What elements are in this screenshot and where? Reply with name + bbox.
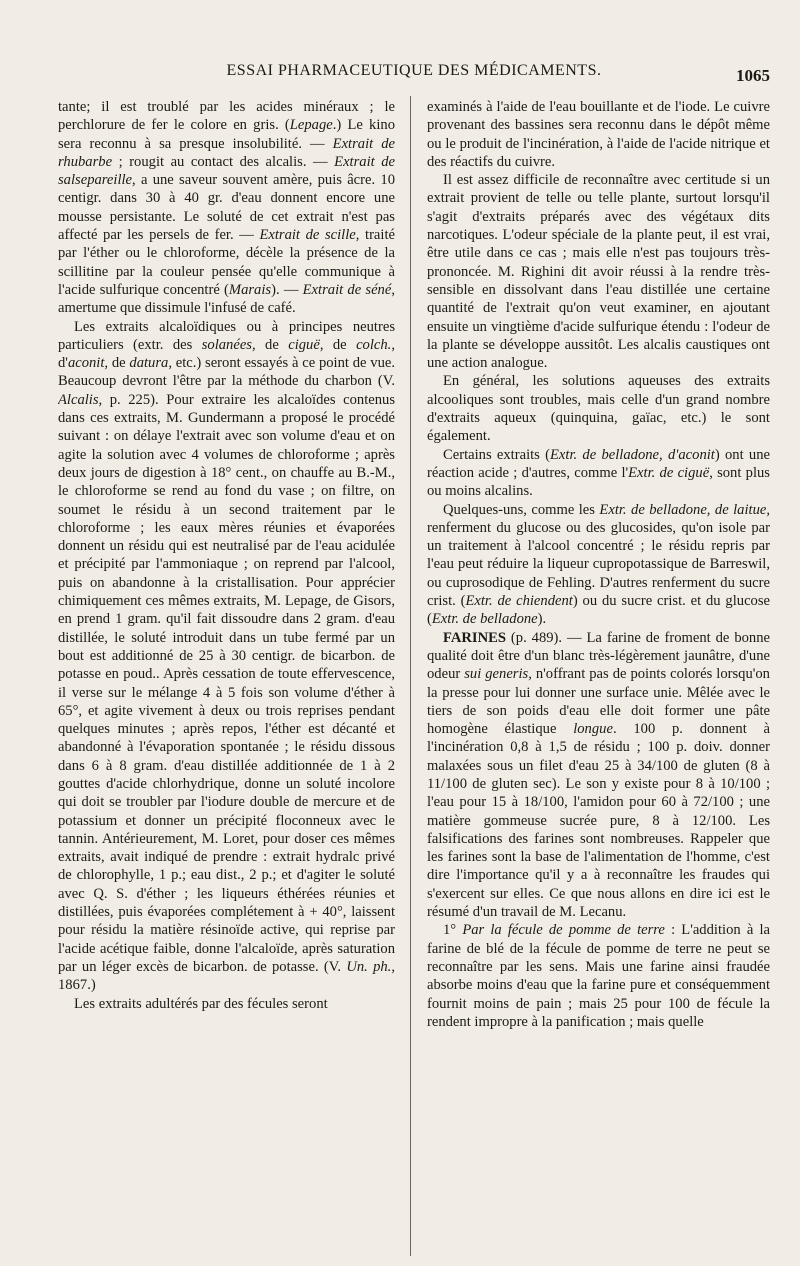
right-column — [427, 98, 770, 1258]
paragraph: Les extraits adultérés par des fécules seront — [74, 995, 328, 1012]
paragraph: Les extraits alcaloïdiques ou à principes neutres particuliers (extr. des solanées, de ciguë, de colch., d'aconit, de datura, etc.) seront essayés à ce point de vue. Beaucoup devront l'être par la méthode du charbon (V. Alcalis, p. 225). Pour extraire les alcaloïdes contenus dans ces extraits, M. Gundermann a proposé le procédé suivant : on délaye l'extrait avec son volume d'eau et on agite la solution avec 4 volumes de chloroforme ; après deux jours de digestion à 18° cent., on chauffe au B.-M., le chloroforme se rend au fond du vase ; on filtre, on soumet le résidu à un second traitement par le chloroforme ; les eaux mères réunies et évaporées donnent un résidu qui est neutralisé par de l'eau acidulée et précipité par l'ammoniaque ; on reprend par l'alcool, puis on abandonne à la cristallisation. Pour apprécier chimiquement ces mêmes extraits, M. Lepage, de Gisors, en prend 1 gram. qu'il fait dissoudre dans 2 gram. d'eau distillée, le soluté introduit dans un tube fermé par un bout est additionné de 25 à 30 centigr. de bicarbon. de potasse en poud.. Après cessation de toute effervescence, il verse sur le mélange 4 à 5 fois son volume d'éther à 65°, et agite vivement à deux ou trois reprises pendant quelques minutes ; après repos, l'éther est décanté et abandonné à l'évaporation spontanée ; le résidu dissous dans 6 à 8 gram. d'eau distillée additionnée de 1 à 2 gouttes d'acide chlorhydrique, donne un soluté incolore qui doit se troubler par l'iodure double de mercure et de potassium et donner un précipité floconneux avec le tannin. Antérieurement, M. Loret, pour doser ces mêmes extraits, avait indiqué de prendre : extrait hydralc privé de chlorophylle, 1 p.; eau dist., 2 p.; et d'agiter le soluté avec Q. S. d'éther ; les liqueurs éthérées réunies et distillées, puis évaporées complétement à + 40°, laissent pour résidu la matière résinoïde active, qui reprise par l'acide acétique faible, donne l'alcaloïde, après saturation par un léger excès de bicarbon. de potasse. (V. Un. ph., 1867.) — [58, 318, 395, 994]
section-farines: FARINES (p. 489). — La farine de froment de bonne qualité doit être d'un blanc très-légèrement jaunâtre, d'une odeur sui generis, n'offrant pas de points colorés lorsqu'on la presse pour lui donner une surface unie. Mêlée avec le tiers de son poids d'eau elle doit former une pâte homogène élastique longue. 100 p. donnent à l'incinération 0,8 à 1,5 de résidu ; 100 p. doiv. donner malaxées sous un filet d'eau 25 à 34/100 de gluten (8 à 11/100 de gluten sec). Le son y existe pour 8 à 10/100 ; l'eau pour 15 à 18/100, l'amidon pour 60 à 72/100 ; une matière gommeuse sucrée pure, 8 à 12/100. Les falsifications des farines sont nombreuses. Rappeler que les farines sont la base de l'alimentation de l'homme, c'est dire l'importance qu'il y a à reconnaître les fraudes qui s'exercent sur elles. Ce que nous allons en dire ici est le résumé d'un travail de M. Lecanu. — [427, 629, 770, 921]
running-title: ESSAI PHARMACEUTIQUE DES MÉDICAMENTS. — [226, 62, 602, 79]
paragraph: Quelques-uns, comme les Extr. de belladone, de laitue, renferment du glucose ou des glucosides, qu'on isole par un traitement à l'alcool concentré ; le résidu repris par l'eau peut réduire la liqueur cupropotassique de Barreswil, ou cuprosodique de Fehling. D'autres renferment du sucre crist. (Extr. de chiendent) ou du sucre crist. et du glucose (Extr. de belladone). — [427, 501, 770, 628]
paragraph: examinés à l'aide de l'eau bouillante et de l'iode. Le cuivre provenant des bassines sera reconnu dans le dépôt même ou le produit de l'incinération, à l'aide de l'acide nitrique et des réactifs du cuivre. — [427, 99, 770, 170]
paragraph: En général, les solutions aqueuses des extraits alcooliques sont troubles, mais celle d'un grand nombre d'extraits aqueux (quinquina, gaïac, etc.) le sont également. — [427, 373, 770, 445]
page-number: 1065 — [736, 66, 770, 85]
column-divider — [410, 96, 411, 1256]
left-column — [58, 98, 395, 1258]
page-header — [58, 62, 770, 88]
section-heading: FARINES — [443, 629, 506, 646]
paragraph: Certains extraits (Extr. de belladone, d'aconit) ont une réaction acide ; d'autres, comme l'Extr. de ciguë, sont plus ou moins alcalins. — [427, 446, 770, 500]
paragraph: tante; il est troublé par les acides minéraux ; le perchlorure de fer le colore en gris. (Lepage.) Le kino sera reconnu à sa presque insolubilité. — Extrait de rhubarbe ; rougit au contact des alcalis. — Extrait de salsepareille, a une saveur souvent amère, puis âcre. 10 centigr. dans 30 à 40 gr. d'eau donnent encore une mousse persistante. Le soluté de cet extrait n'est pas affecté par les persels de fer. — Extrait de scille, traité par l'éther ou le chloroforme, décèle la présence de la scillitine par la couleur pensée qu'elle communique à l'acide sulfurique concentré (Marais). — Extrait de séné, amertume que dissimule l'infusé de café. — [58, 99, 395, 317]
paragraph: 1° Par la fécule de pomme de terre : L'addition à la farine de blé de la fécule de pomme de terre ne peut se reconnaître par les sens. Mais une farine ainsi fraudée absorbe moins d'eau que la farine pure et conséquemment fournit moins de pain ; mais 25 pour 100 de fécule la rendent impropre à la panification ; mais quelle — [427, 922, 770, 1030]
paragraph: Il est assez difficile de reconnaître avec certitude si un extrait provient de telle ou telle plante, surtout lorsqu'il s'agit d'extraits préparés avec des végétaux dits narcotiques. L'odeur spéciale de la plante peut, il est vrai, être utile dans ce cas ; mais elle n'est pas toujours très-prononcée. M. Righini dit avoir réussi à la rendre très-sensible en dissolvant dans l'eau distillée une certaine quantité de l'extrait qu'on veut examiner, en ajoutant ensuite un vingtième d'acide sulfurique étendu : l'odeur de la plante se développe aussitôt. Les alcalis caustiques ont une action analogue. — [427, 172, 770, 372]
